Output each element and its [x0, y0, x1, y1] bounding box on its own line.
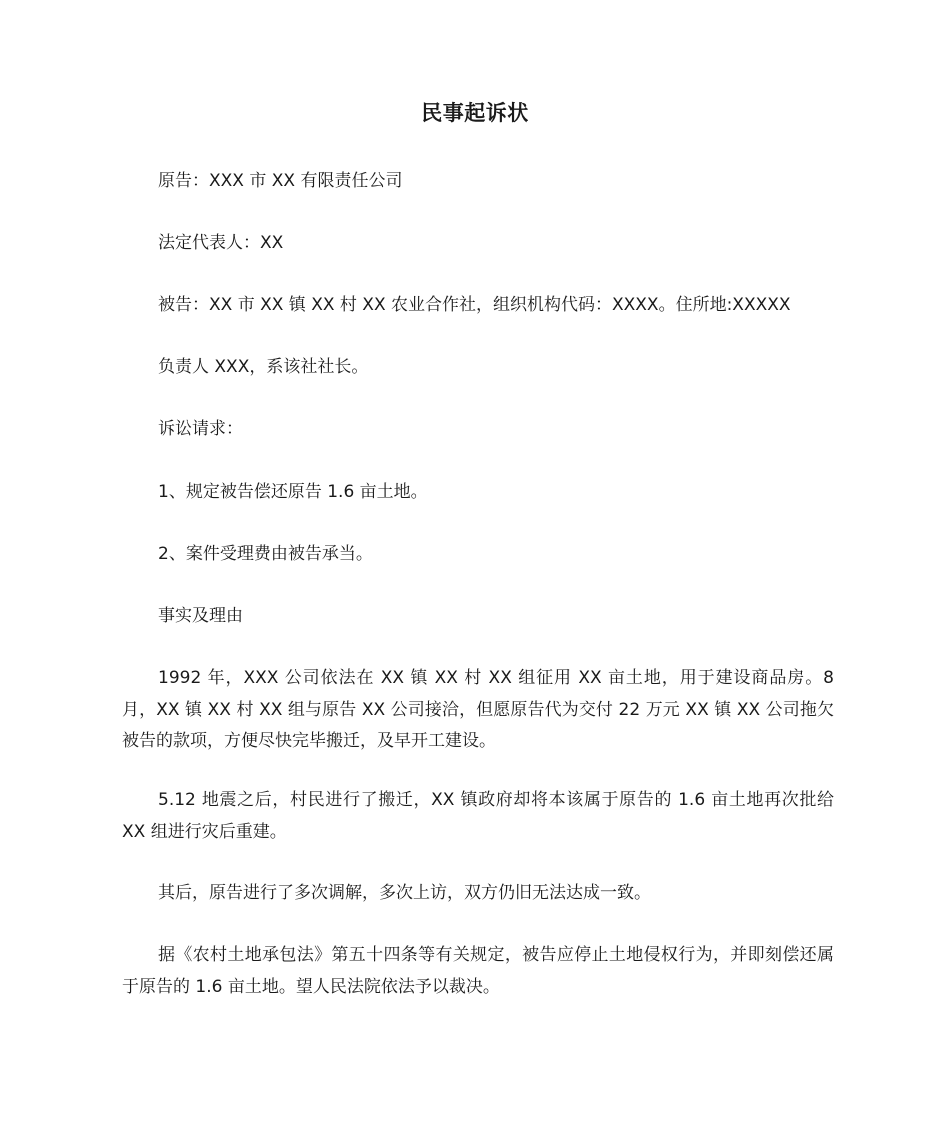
claim-item-2: 2、案件受理费由被告承当。 [158, 544, 373, 564]
legal-representative-line: 法定代表人：XX [158, 233, 284, 253]
facts-heading: 事实及理由 [158, 606, 243, 626]
facts-paragraph-4: 据《农村土地承包法》第五十四条等有关规定，被告应停止土地侵权行为，并即刻偿还属于原告的 1.6 亩土地。望人民法院依法予以裁决。 [122, 945, 834, 997]
facts-paragraph-3: 其后，原告进行了多次调解，多次上访，双方仍旧无法达成一致。 [158, 883, 651, 903]
responsible-person-line: 负责人 XXX，系该社社长。 [158, 357, 369, 377]
defendant-line: 被告：XX 市 XX 镇 XX 村 XX 农业合作社，组织机构代码：XXXX。住所地:XXXXX [158, 295, 791, 315]
plaintiff-line: 原告：XXX 市 XX 有限责任公司 [158, 171, 403, 191]
claims-heading: 诉讼请求： [158, 419, 243, 439]
facts-paragraph-2: 5.12 地震之后，村民进行了搬迁，XX 镇政府却将本该属于原告的 1.6 亩土地再次批给 XX 组进行灾后重建。 [122, 790, 834, 842]
document-title: 民事起诉状 [421, 101, 529, 125]
claim-item-1: 1、规定被告偿还原告 1.6 亩土地。 [158, 482, 428, 502]
facts-paragraph-1: 1992 年，XXX 公司依法在 XX 镇 XX 村 XX 组征用 XX 亩土地，用于建设商品房。8 月，XX 镇 XX 村 XX 组与原告 XX 公司接洽，但愿原告代为交付 22 万元 XX 镇 XX 公司拖欠被告的款项，方便尽快完毕搬迁，及早开工建设。 [122, 668, 834, 751]
